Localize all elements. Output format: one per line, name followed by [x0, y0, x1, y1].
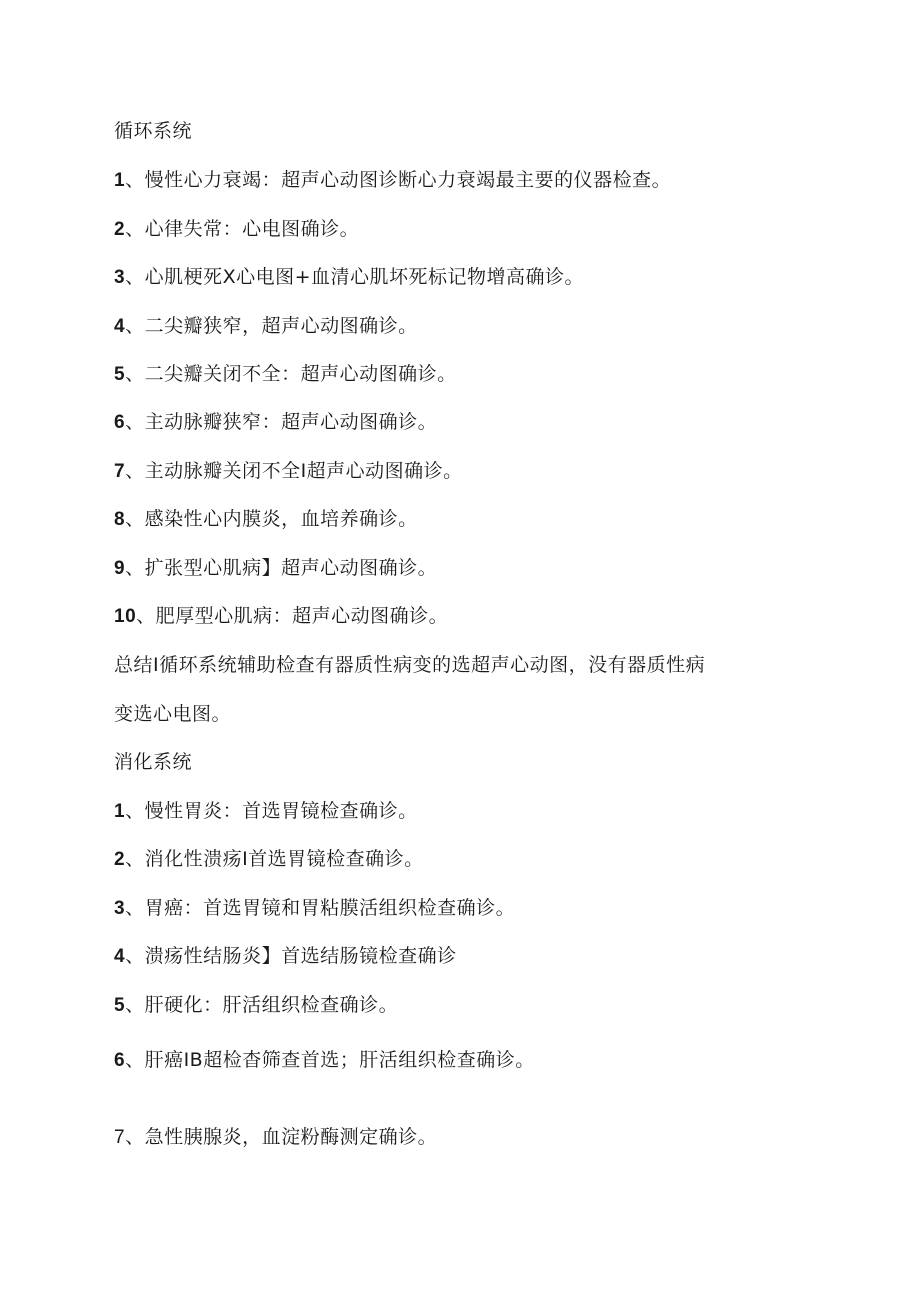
item-number: 10 [114, 606, 137, 627]
list-item [114, 992, 398, 1019]
list-item [114, 943, 457, 970]
item-number: 7 [114, 1127, 126, 1148]
list-item [114, 1124, 437, 1151]
item-number: 3 [114, 267, 126, 288]
section-heading-digestive: 消化系统 [114, 751, 193, 773]
item-text: 、感染性心内膜炎，血培养确诊。 [125, 508, 418, 530]
list-item [114, 361, 457, 388]
item-number: 8 [114, 509, 126, 530]
item-text: 、二尖瓣关闭不全：超声心动图确诊。 [125, 363, 457, 385]
item-text: 、心律失常：心电图确诊。 [125, 218, 360, 240]
item-text: 、主动脉瓣关闭不全I超声心动图确诊。 [125, 460, 463, 482]
item-number: 9 [114, 558, 126, 579]
item-number: 5 [114, 364, 126, 385]
list-item [114, 555, 437, 582]
item-number: 7 [114, 461, 126, 482]
list-item [114, 167, 671, 194]
item-text: 、胃癌：首选胃镜和胃粘膜活组织检查确诊。 [125, 897, 516, 919]
item-text: 、肝癌IB超检杳筛查首选；肝活组织检查确诊。 [125, 1049, 535, 1071]
list-item [114, 895, 515, 922]
item-number: 1 [114, 801, 126, 822]
item-text: 、二尖瓣狭窄，超声心动图确诊。 [125, 315, 418, 337]
list-item [114, 313, 418, 340]
list-item [114, 1047, 535, 1074]
list-item [114, 506, 418, 533]
list-item [114, 603, 448, 630]
item-number: 6 [114, 412, 126, 433]
list-item [114, 798, 418, 825]
item-number: 2 [114, 219, 126, 240]
summary-text: 总结I循环系统辅助检查有器质性病变的选超声心动图，没有器质性病 [114, 654, 706, 676]
item-text: 、心肌梗死X心电图+血清心肌坏死标记物增高确诊。 [125, 266, 585, 288]
list-item [114, 458, 463, 485]
list-item [114, 216, 359, 243]
item-number: 4 [114, 316, 126, 337]
item-number: 5 [114, 995, 126, 1016]
item-number: 1 [114, 170, 126, 191]
item-number: 6 [114, 1050, 126, 1071]
summary-text-continued: 变选心电图。 [114, 703, 232, 725]
list-item [114, 846, 424, 873]
list-item [114, 264, 584, 291]
item-text: 、消化性溃疡I首选胃镜检查确诊。 [125, 848, 424, 870]
section-heading-circulatory: 循环系统 [114, 120, 193, 142]
item-number: 2 [114, 849, 126, 870]
item-number: 4 [114, 946, 126, 967]
item-number: 3 [114, 898, 126, 919]
item-text: 、慢性心力衰竭：超声心动图诊断心力衰竭最主要的仪器检查。 [125, 169, 672, 191]
item-text: 、扩张型心肌病】超声心动图确诊。 [125, 557, 438, 579]
item-text: 、急性胰腺炎，血淀粉酶测定确诊。 [125, 1126, 438, 1148]
item-text: 、肥厚型心肌病：超声心动图确诊。 [136, 605, 449, 627]
item-text: 、肝硬化：肝活组织检查确诊。 [125, 994, 399, 1016]
item-text: 、溃疡性结肠炎】首选结肠镜检查确诊 [125, 945, 457, 967]
item-text: 、主动脉瓣狭窄：超声心动图确诊。 [125, 411, 438, 433]
item-text: 、慢性胃炎：首选胃镜检查确诊。 [125, 800, 418, 822]
list-item [114, 409, 437, 436]
